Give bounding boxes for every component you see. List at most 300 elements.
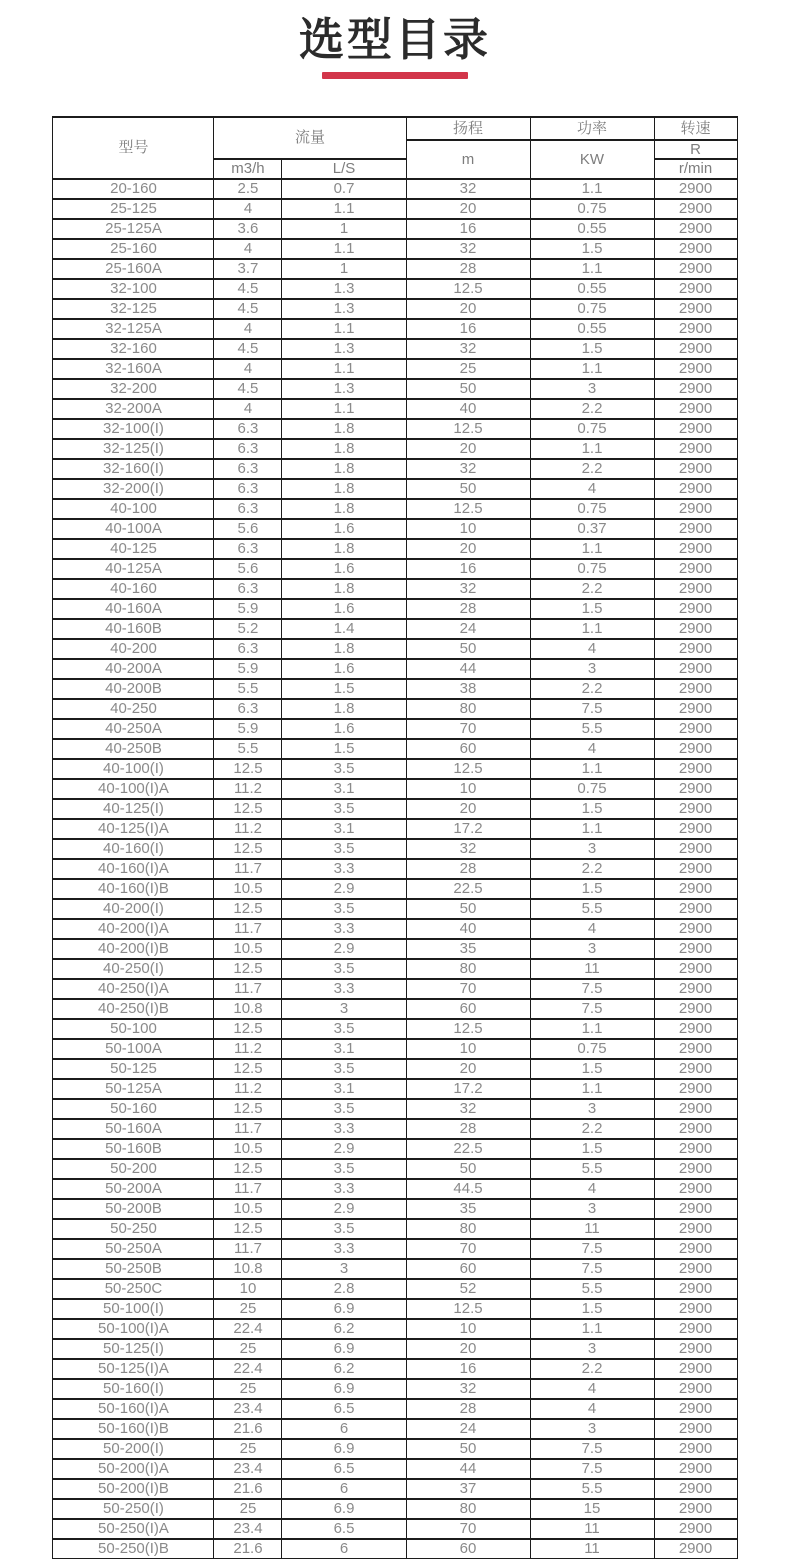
cell-flow-ls: 3.5 — [282, 1099, 406, 1119]
cell-power-kw: 1.1 — [530, 539, 654, 559]
cell-power-kw: 3 — [530, 659, 654, 679]
cell-power-kw: 0.75 — [530, 1039, 654, 1059]
cell-flow-m3h: 21.6 — [214, 1479, 282, 1499]
table-row — [53, 1339, 737, 1359]
cell-head-m: 22.5 — [406, 879, 530, 899]
cell-model: 32-160A — [53, 359, 214, 379]
table-header — [53, 117, 737, 179]
cell-flow-m3h: 11.7 — [214, 979, 282, 999]
cell-model: 32-160 — [53, 339, 214, 359]
cell-head-m: 32 — [406, 239, 530, 259]
header-head-unit: m — [406, 140, 530, 179]
cell-flow-ls: 1.6 — [282, 559, 406, 579]
cell-power-kw: 2.2 — [530, 579, 654, 599]
cell-head-m: 10 — [406, 1039, 530, 1059]
cell-power-kw: 5.5 — [530, 719, 654, 739]
cell-speed-rpm: 2900 — [654, 1239, 737, 1259]
table-row — [53, 1519, 737, 1539]
cell-head-m: 32 — [406, 1099, 530, 1119]
cell-model: 40-100 — [53, 499, 214, 519]
cell-flow-ls: 6.9 — [282, 1339, 406, 1359]
cell-flow-ls: 1.8 — [282, 639, 406, 659]
cell-head-m: 70 — [406, 1239, 530, 1259]
cell-model: 40-125(I) — [53, 799, 214, 819]
cell-speed-rpm: 2900 — [654, 1299, 737, 1319]
table-row — [53, 419, 737, 439]
cell-head-m: 10 — [406, 519, 530, 539]
cell-flow-m3h: 25 — [214, 1379, 282, 1399]
cell-flow-ls: 0.7 — [282, 179, 406, 199]
cell-power-kw: 11 — [530, 959, 654, 979]
table-row — [53, 359, 737, 379]
cell-flow-ls: 1.8 — [282, 699, 406, 719]
cell-flow-ls: 3.3 — [282, 919, 406, 939]
cell-power-kw: 1.5 — [530, 239, 654, 259]
cell-model: 25-160A — [53, 259, 214, 279]
cell-model: 40-160(I)A — [53, 859, 214, 879]
cell-flow-m3h: 25 — [214, 1499, 282, 1519]
cell-power-kw: 7.5 — [530, 979, 654, 999]
cell-head-m: 38 — [406, 679, 530, 699]
cell-speed-rpm: 2900 — [654, 1339, 737, 1359]
cell-flow-ls: 3.3 — [282, 1179, 406, 1199]
cell-model: 40-200(I)B — [53, 939, 214, 959]
cell-power-kw: 4 — [530, 639, 654, 659]
cell-power-kw: 1.5 — [530, 879, 654, 899]
cell-speed-rpm: 2900 — [654, 1259, 737, 1279]
table-row — [53, 779, 737, 799]
cell-flow-ls: 3.5 — [282, 759, 406, 779]
cell-model: 40-125(I)A — [53, 819, 214, 839]
cell-speed-rpm: 2900 — [654, 1219, 737, 1239]
cell-power-kw: 2.2 — [530, 1119, 654, 1139]
header-flow-m3h: m3/h — [214, 159, 282, 179]
cell-model: 40-200(I) — [53, 899, 214, 919]
cell-head-m: 80 — [406, 1499, 530, 1519]
cell-speed-rpm: 2900 — [654, 659, 737, 679]
cell-power-kw: 0.75 — [530, 299, 654, 319]
cell-power-kw: 2.2 — [530, 1359, 654, 1379]
cell-speed-rpm: 2900 — [654, 579, 737, 599]
cell-head-m: 80 — [406, 699, 530, 719]
cell-flow-m3h: 5.5 — [214, 739, 282, 759]
cell-head-m: 28 — [406, 1399, 530, 1419]
cell-head-m: 40 — [406, 919, 530, 939]
cell-speed-rpm: 2900 — [654, 679, 737, 699]
table-row — [53, 1039, 737, 1059]
cell-power-kw: 7.5 — [530, 1459, 654, 1479]
table-row — [53, 719, 737, 739]
cell-head-m: 50 — [406, 479, 530, 499]
cell-model: 50-250 — [53, 1219, 214, 1239]
cell-head-m: 20 — [406, 299, 530, 319]
cell-model: 40-250 — [53, 699, 214, 719]
cell-head-m: 12.5 — [406, 419, 530, 439]
cell-speed-rpm: 2900 — [654, 639, 737, 659]
table-row — [53, 759, 737, 779]
cell-flow-ls: 1.1 — [282, 399, 406, 419]
cell-model: 50-160(I)A — [53, 1399, 214, 1419]
header-model: 型号 — [53, 117, 214, 179]
table-row — [53, 1019, 737, 1039]
cell-head-m: 20 — [406, 439, 530, 459]
cell-power-kw: 15 — [530, 1499, 654, 1519]
table-row — [53, 1239, 737, 1259]
cell-flow-ls: 1.8 — [282, 539, 406, 559]
cell-head-m: 80 — [406, 959, 530, 979]
cell-flow-m3h: 5.9 — [214, 659, 282, 679]
cell-power-kw: 1.5 — [530, 1059, 654, 1079]
cell-model: 32-200 — [53, 379, 214, 399]
cell-speed-rpm: 2900 — [654, 459, 737, 479]
cell-head-m: 60 — [406, 1539, 530, 1559]
cell-head-m: 20 — [406, 539, 530, 559]
cell-flow-ls: 3.5 — [282, 1159, 406, 1179]
cell-flow-ls: 3.5 — [282, 959, 406, 979]
cell-speed-rpm: 2900 — [654, 779, 737, 799]
cell-flow-ls: 1.6 — [282, 519, 406, 539]
cell-flow-ls: 3.3 — [282, 859, 406, 879]
table-row — [53, 999, 737, 1019]
table-row — [53, 1099, 737, 1119]
cell-flow-ls: 3.5 — [282, 839, 406, 859]
table-row — [53, 1539, 737, 1559]
cell-model: 40-200(I)A — [53, 919, 214, 939]
cell-flow-ls: 6 — [282, 1479, 406, 1499]
cell-model: 32-125 — [53, 299, 214, 319]
cell-flow-m3h: 3.6 — [214, 219, 282, 239]
cell-head-m: 50 — [406, 1159, 530, 1179]
cell-speed-rpm: 2900 — [654, 1119, 737, 1139]
cell-head-m: 80 — [406, 1219, 530, 1239]
cell-flow-m3h: 12.5 — [214, 959, 282, 979]
cell-head-m: 24 — [406, 619, 530, 639]
cell-speed-rpm: 2900 — [654, 1159, 737, 1179]
cell-flow-m3h: 6.3 — [214, 479, 282, 499]
header-flow-ls: L/S — [282, 159, 406, 179]
table-row — [53, 919, 737, 939]
cell-speed-rpm: 2900 — [654, 1359, 737, 1379]
cell-head-m: 44.5 — [406, 1179, 530, 1199]
cell-model: 32-100(I) — [53, 419, 214, 439]
cell-power-kw: 5.5 — [530, 1279, 654, 1299]
table-row — [53, 219, 737, 239]
cell-flow-ls: 1.6 — [282, 599, 406, 619]
cell-speed-rpm: 2900 — [654, 1519, 737, 1539]
cell-model: 40-250B — [53, 739, 214, 759]
cell-head-m: 60 — [406, 739, 530, 759]
table-row — [53, 639, 737, 659]
cell-model: 40-160A — [53, 599, 214, 619]
cell-speed-rpm: 2900 — [654, 1499, 737, 1519]
cell-model: 32-125A — [53, 319, 214, 339]
cell-head-m: 20 — [406, 799, 530, 819]
cell-speed-rpm: 2900 — [654, 1059, 737, 1079]
cell-speed-rpm: 2900 — [654, 1199, 737, 1219]
cell-speed-rpm: 2900 — [654, 859, 737, 879]
cell-model: 50-160B — [53, 1139, 214, 1159]
cell-speed-rpm: 2900 — [654, 1419, 737, 1439]
cell-speed-rpm: 2900 — [654, 1319, 737, 1339]
cell-model: 50-160A — [53, 1119, 214, 1139]
cell-model: 50-125 — [53, 1059, 214, 1079]
cell-model: 50-160(I)B — [53, 1419, 214, 1439]
cell-speed-rpm: 2900 — [654, 819, 737, 839]
cell-power-kw: 3 — [530, 1339, 654, 1359]
table-row — [53, 1379, 737, 1399]
cell-model: 40-100(I) — [53, 759, 214, 779]
cell-head-m: 44 — [406, 1459, 530, 1479]
cell-speed-rpm: 2900 — [654, 439, 737, 459]
cell-power-kw: 7.5 — [530, 999, 654, 1019]
cell-head-m: 32 — [406, 459, 530, 479]
cell-flow-m3h: 6.3 — [214, 439, 282, 459]
cell-head-m: 35 — [406, 939, 530, 959]
cell-speed-rpm: 2900 — [654, 839, 737, 859]
cell-head-m: 50 — [406, 639, 530, 659]
cell-model: 40-160B — [53, 619, 214, 639]
cell-power-kw: 2.2 — [530, 859, 654, 879]
cell-speed-rpm: 2900 — [654, 339, 737, 359]
cell-model: 50-125(I) — [53, 1339, 214, 1359]
cell-flow-m3h: 5.2 — [214, 619, 282, 639]
cell-flow-ls: 6.9 — [282, 1299, 406, 1319]
cell-model: 50-250B — [53, 1259, 214, 1279]
cell-power-kw: 0.75 — [530, 419, 654, 439]
cell-power-kw: 0.55 — [530, 219, 654, 239]
cell-flow-ls: 1 — [282, 219, 406, 239]
table-row — [53, 1179, 737, 1199]
cell-power-kw: 0.37 — [530, 519, 654, 539]
cell-speed-rpm: 2900 — [654, 959, 737, 979]
cell-flow-ls: 3.1 — [282, 1079, 406, 1099]
cell-flow-ls: 2.9 — [282, 939, 406, 959]
cell-flow-ls: 6.9 — [282, 1439, 406, 1459]
cell-model: 25-160 — [53, 239, 214, 259]
table-row — [53, 839, 737, 859]
cell-model: 50-200(I)B — [53, 1479, 214, 1499]
table-row — [53, 1259, 737, 1279]
cell-power-kw: 5.5 — [530, 1159, 654, 1179]
cell-flow-m3h: 11.2 — [214, 1079, 282, 1099]
cell-flow-m3h: 21.6 — [214, 1419, 282, 1439]
cell-flow-m3h: 22.4 — [214, 1359, 282, 1379]
cell-head-m: 12.5 — [406, 499, 530, 519]
cell-flow-ls: 2.9 — [282, 879, 406, 899]
cell-model: 50-250(I)A — [53, 1519, 214, 1539]
cell-speed-rpm: 2900 — [654, 1019, 737, 1039]
cell-model: 40-160 — [53, 579, 214, 599]
cell-model: 40-250(I) — [53, 959, 214, 979]
cell-power-kw: 11 — [530, 1519, 654, 1539]
cell-flow-ls: 3.3 — [282, 1119, 406, 1139]
cell-speed-rpm: 2900 — [654, 899, 737, 919]
cell-flow-m3h: 11.7 — [214, 859, 282, 879]
cell-model: 50-200 — [53, 1159, 214, 1179]
table-row — [53, 179, 737, 199]
cell-flow-m3h: 4.5 — [214, 299, 282, 319]
cell-model: 50-125A — [53, 1079, 214, 1099]
cell-power-kw: 7.5 — [530, 1439, 654, 1459]
cell-speed-rpm: 2900 — [654, 239, 737, 259]
cell-flow-ls: 6.9 — [282, 1379, 406, 1399]
cell-flow-ls: 3 — [282, 1259, 406, 1279]
table-row — [53, 959, 737, 979]
cell-speed-rpm: 2900 — [654, 199, 737, 219]
cell-power-kw: 1.1 — [530, 179, 654, 199]
table-row — [53, 1359, 737, 1379]
page-title: 选型目录 — [298, 14, 491, 65]
cell-model: 40-250(I)B — [53, 999, 214, 1019]
cell-flow-m3h: 11.2 — [214, 819, 282, 839]
header-power-unit: KW — [530, 140, 654, 179]
table-row — [53, 979, 737, 999]
cell-head-m: 50 — [406, 1439, 530, 1459]
table-body — [53, 179, 737, 1559]
cell-head-m: 32 — [406, 179, 530, 199]
cell-model: 50-100(I)A — [53, 1319, 214, 1339]
table-row — [53, 799, 737, 819]
cell-model: 32-100 — [53, 279, 214, 299]
cell-head-m: 37 — [406, 1479, 530, 1499]
cell-flow-m3h: 5.6 — [214, 519, 282, 539]
cell-model: 40-250A — [53, 719, 214, 739]
cell-flow-ls: 1.8 — [282, 479, 406, 499]
cell-power-kw: 1.1 — [530, 1319, 654, 1339]
cell-head-m: 22.5 — [406, 1139, 530, 1159]
cell-flow-m3h: 22.4 — [214, 1319, 282, 1339]
table-row — [53, 679, 737, 699]
cell-power-kw: 1.5 — [530, 339, 654, 359]
cell-power-kw: 1.1 — [530, 819, 654, 839]
cell-speed-rpm: 2900 — [654, 499, 737, 519]
cell-speed-rpm: 2900 — [654, 799, 737, 819]
cell-head-m: 24 — [406, 1419, 530, 1439]
cell-power-kw: 1.5 — [530, 1139, 654, 1159]
cell-head-m: 16 — [406, 559, 530, 579]
cell-flow-m3h: 25 — [214, 1299, 282, 1319]
cell-model: 50-100 — [53, 1019, 214, 1039]
cell-model: 40-250(I)A — [53, 979, 214, 999]
cell-model: 40-160(I)B — [53, 879, 214, 899]
cell-head-m: 28 — [406, 1119, 530, 1139]
cell-power-kw: 1.1 — [530, 619, 654, 639]
cell-power-kw: 1.5 — [530, 599, 654, 619]
cell-speed-rpm: 2900 — [654, 619, 737, 639]
cell-speed-rpm: 2900 — [654, 699, 737, 719]
table-row — [53, 819, 737, 839]
cell-head-m: 70 — [406, 719, 530, 739]
cell-model: 40-200A — [53, 659, 214, 679]
cell-speed-rpm: 2900 — [654, 559, 737, 579]
cell-flow-ls: 1.3 — [282, 339, 406, 359]
cell-flow-ls: 3.5 — [282, 1019, 406, 1039]
cell-flow-ls: 6.9 — [282, 1499, 406, 1519]
cell-speed-rpm: 2900 — [654, 1539, 737, 1559]
table-row — [53, 1499, 737, 1519]
cell-flow-m3h: 11.7 — [214, 1119, 282, 1139]
cell-speed-rpm: 2900 — [654, 219, 737, 239]
cell-flow-m3h: 11.2 — [214, 1039, 282, 1059]
cell-flow-ls: 1.3 — [282, 279, 406, 299]
cell-flow-ls: 1.1 — [282, 319, 406, 339]
cell-flow-m3h: 3.7 — [214, 259, 282, 279]
cell-speed-rpm: 2900 — [654, 419, 737, 439]
table-row — [53, 1059, 737, 1079]
cell-speed-rpm: 2900 — [654, 759, 737, 779]
cell-flow-ls: 1.5 — [282, 679, 406, 699]
cell-flow-ls: 3.5 — [282, 1059, 406, 1079]
cell-power-kw: 3 — [530, 939, 654, 959]
cell-model: 40-100(I)A — [53, 779, 214, 799]
cell-power-kw: 1.5 — [530, 1299, 654, 1319]
table-row — [53, 739, 737, 759]
cell-model: 25-125A — [53, 219, 214, 239]
cell-model: 50-160 — [53, 1099, 214, 1119]
cell-flow-m3h: 12.5 — [214, 799, 282, 819]
header-head: 扬程 — [406, 117, 530, 140]
cell-flow-ls: 1.1 — [282, 359, 406, 379]
table-row — [53, 379, 737, 399]
cell-speed-rpm: 2900 — [654, 1479, 737, 1499]
cell-flow-ls: 1.8 — [282, 499, 406, 519]
cell-flow-m3h: 10.5 — [214, 1139, 282, 1159]
cell-speed-rpm: 2900 — [654, 1039, 737, 1059]
cell-flow-m3h: 11.2 — [214, 779, 282, 799]
cell-flow-ls: 6.2 — [282, 1359, 406, 1379]
title-underline-accent — [322, 72, 468, 79]
cell-model: 40-125A — [53, 559, 214, 579]
cell-flow-m3h: 11.7 — [214, 1239, 282, 1259]
cell-power-kw: 7.5 — [530, 699, 654, 719]
cell-flow-m3h: 10.5 — [214, 939, 282, 959]
cell-flow-ls: 1.8 — [282, 579, 406, 599]
cell-power-kw: 7.5 — [530, 1259, 654, 1279]
cell-power-kw: 11 — [530, 1539, 654, 1559]
table-row — [53, 1459, 737, 1479]
cell-model: 40-125 — [53, 539, 214, 559]
cell-model: 25-125 — [53, 199, 214, 219]
cell-power-kw: 0.75 — [530, 199, 654, 219]
cell-model: 50-200(I)A — [53, 1459, 214, 1479]
table-row — [53, 1419, 737, 1439]
cell-flow-m3h: 21.6 — [214, 1539, 282, 1559]
cell-model: 50-100A — [53, 1039, 214, 1059]
cell-power-kw: 7.5 — [530, 1239, 654, 1259]
cell-model: 32-200A — [53, 399, 214, 419]
cell-power-kw: 3 — [530, 839, 654, 859]
cell-flow-m3h: 4.5 — [214, 339, 282, 359]
cell-flow-m3h: 23.4 — [214, 1399, 282, 1419]
cell-speed-rpm: 2900 — [654, 1279, 737, 1299]
cell-flow-m3h: 12.5 — [214, 1099, 282, 1119]
selection-catalog-table — [52, 116, 737, 1559]
table-row — [53, 939, 737, 959]
cell-speed-rpm: 2900 — [654, 1459, 737, 1479]
cell-model: 50-200B — [53, 1199, 214, 1219]
cell-model: 50-100(I) — [53, 1299, 214, 1319]
cell-flow-m3h: 12.5 — [214, 839, 282, 859]
cell-speed-rpm: 2900 — [654, 1139, 737, 1159]
cell-model: 50-250A — [53, 1239, 214, 1259]
table-row — [53, 579, 737, 599]
cell-speed-rpm: 2900 — [654, 939, 737, 959]
cell-flow-m3h: 10.5 — [214, 879, 282, 899]
table-row — [53, 1439, 737, 1459]
cell-head-m: 10 — [406, 779, 530, 799]
cell-model: 50-250(I) — [53, 1499, 214, 1519]
cell-speed-rpm: 2900 — [654, 719, 737, 739]
